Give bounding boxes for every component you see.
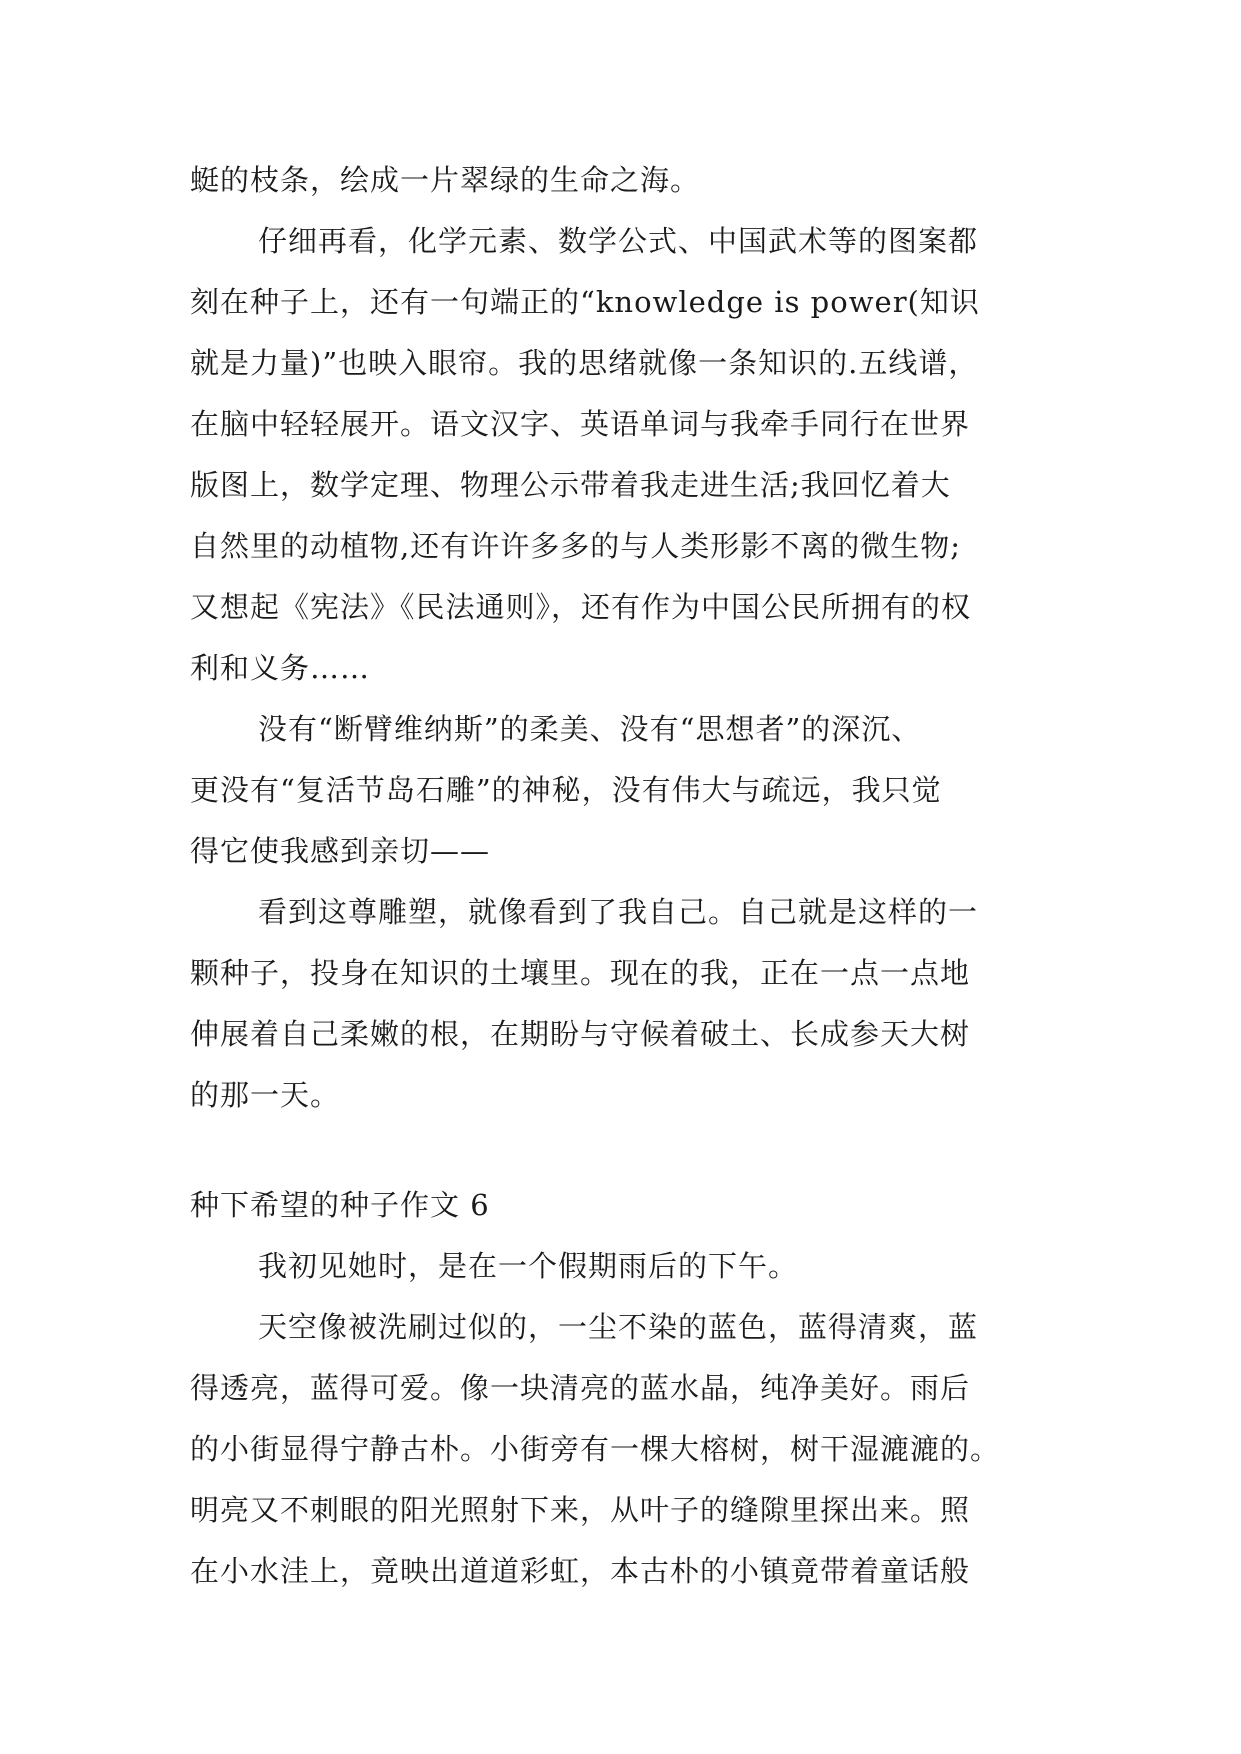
paragraph-line: 自然里的动植物,还有许许多多的与人类形影不离的微生物; xyxy=(190,529,961,563)
paragraph-line: 的那一天。 xyxy=(190,1078,341,1112)
paragraph-line: 颗种子，投身在知识的土壤里。现在的我，正在一点一点地 xyxy=(190,956,971,990)
paragraph-line: 刻在种子上，还有一句端正的“knowledge is power(知识 xyxy=(190,285,980,319)
paragraph-line: 的小街显得宁静古朴。小街旁有一棵大榕树，树干湿漉漉的。 xyxy=(190,1432,1001,1466)
paragraph-line: 得它使我感到亲切—— xyxy=(190,834,491,868)
paragraph-line: 仔细再看，化学元素、数学公式、中国武术等的图案都 xyxy=(258,224,979,258)
paragraph-line: 我初见她时，是在一个假期雨后的下午。 xyxy=(258,1249,799,1283)
paragraph-line: 伸展着自己柔嫩的根，在期盼与守候着破土、长成参天大树 xyxy=(190,1017,971,1051)
paragraph-line: 在脑中轻轻展开。语文汉字、英语单词与我牵手同行在世界 xyxy=(190,407,971,441)
section-title: 种下希望的种子作文 6 xyxy=(190,1188,490,1222)
paragraph-line: 版图上，数学定理、物理公示带着我走进生活;我回忆着大 xyxy=(190,468,951,502)
paragraph-line: 得透亮，蓝得可爱。像一块清亮的蓝水晶，纯净美好。雨后 xyxy=(190,1371,971,1405)
paragraph-line: 利和义务…… xyxy=(190,651,371,685)
paragraph-line: 更没有“复活节岛石雕”的神秘，没有伟大与疏远，我只觉 xyxy=(190,773,942,807)
paragraph-line: 天空像被洗刷过似的，一尘不染的蓝色，蓝得清爽，蓝 xyxy=(258,1310,979,1344)
paragraph-line: 又想起《宪法》《民法通则》，还有作为中国公民所拥有的权 xyxy=(190,590,972,624)
paragraph-line: 在小水洼上，竟映出道道彩虹，本古朴的小镇竟带着童话般 xyxy=(190,1554,971,1588)
paragraph-line: 看到这尊雕塑，就像看到了我自己。自己就是这样的一 xyxy=(258,895,979,929)
paragraph-line: 没有“断臂维纳斯”的柔美、没有“思想者”的深沉、 xyxy=(258,712,922,746)
paragraph-line: 明亮又不刺眼的阳光照射下来，从叶子的缝隙里探出来。照 xyxy=(190,1493,971,1527)
paragraph-line: 就是力量)”也映入眼帘。我的思绪就像一条知识的.五线谱， xyxy=(190,346,979,380)
paragraph-line: 蜓的枝条，绘成一片翠绿的生命之海。 xyxy=(190,163,701,197)
